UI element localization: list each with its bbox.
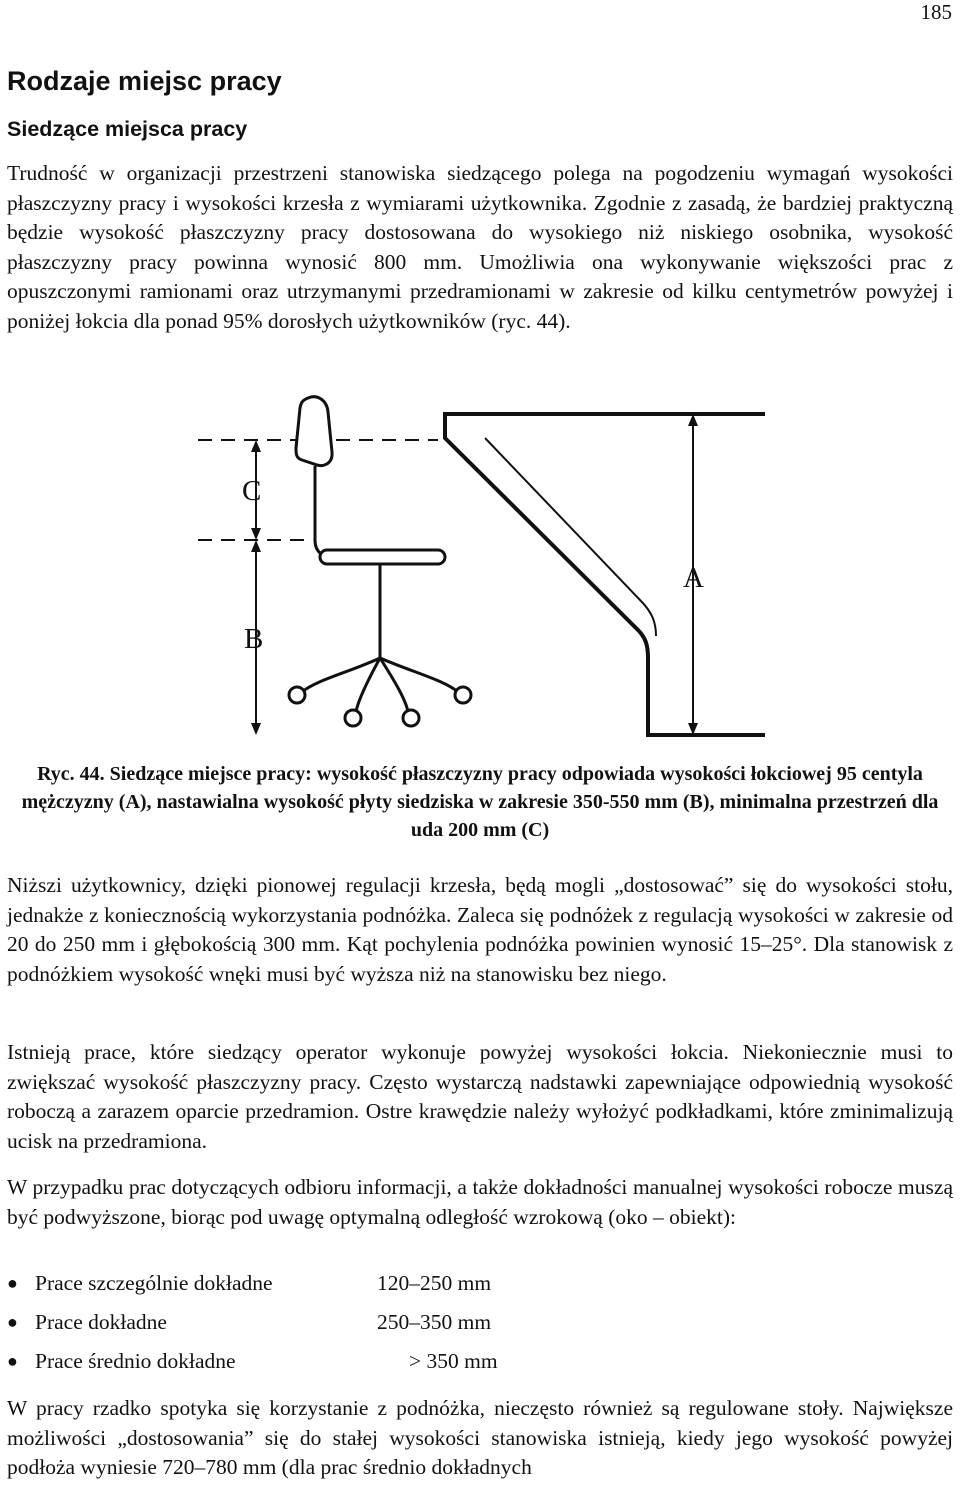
desk-inner-line	[485, 438, 656, 636]
bullet-icon: ●	[7, 1312, 18, 1332]
paragraph-visual-distance: W przypadku prac dotyczących odbioru informacji, a także dokładności manualnej wysokości robocze muszą być podwyższone, biorąc pod uwagę optymalną odległość wzrokową (oko – obiekt):	[7, 1175, 953, 1229]
bullet-icon: ●	[7, 1273, 18, 1293]
chair-seat	[320, 550, 445, 564]
label-a: A	[683, 562, 704, 594]
figure-caption: Ryc. 44. Siedzące miejsce pracy: wysokość płaszczyzny pracy odpowiada wysokości łokciowej 95 centyla mężczyzny (A), nastawialna wysokość płyty siedziska w zakresie 350-550 mm (B), minimalna przestrzeń dla uda 200 mm (C)	[21, 763, 939, 841]
workplace-diagram	[190, 390, 770, 750]
chair-casters	[289, 687, 471, 726]
chair-post	[315, 466, 335, 558]
chair-base	[302, 658, 458, 712]
subsection-title: Siedzące miejsca pracy	[7, 117, 248, 141]
paragraph-forearm-support: Istnieją prace, które siedzący operator wykonuje powyżej wysokości łokcia. Niekoniecznie musi to zwiększać wysokość płaszczyzny pracy. Często wystarczą nadstawki zapewniające odpowiednią wysokość roboczą a zarazem oparcie przedramion. Ostre krawędzie należy wyłożyć podkładkami, które zminimalizują ucisk na przedramiona.	[7, 1040, 953, 1153]
list-item-value: > 350 mm	[409, 1349, 498, 1373]
list-item	[7, 1307, 953, 1346]
page-number: 185	[920, 0, 952, 24]
list-item-label: Prace szczególnie dokładne	[35, 1271, 273, 1295]
paragraph-footrest: Niższi użytkownicy, dzięki pionowej regulacji krzesła, będą mogli „dostosować” się do wysokości stołu, jednakże z koniecznością wykorzystania podnóżka. Zaleca się podnóżek z regulacją wysokości w zakresie od 20 do 250 mm i głębokością 300 mm. Kąt pochylenia podnóżka powinien wynosić 15–25°. Dla stanowisk z podnóżkiem wysokość wnęki musi być wyższa niż na stanowisku bez niego.	[7, 873, 953, 986]
label-c: C	[242, 475, 262, 507]
figure-seated-workplace	[190, 390, 770, 750]
paragraph-intro: Trudność w organizacji przestrzeni stanowiska siedzącego polega na pogodzeniu wymagań wysokości płaszczyzny pracy i wysokości krzesła z wymiarami użytkownika. Zgodnie z zasadą, że bardziej praktyczną będzie wysokość płaszczyzny pracy dostosowana do wysokiego niż niskiego osobnika, wysokość płaszczyzny pracy powinna wynosić 800 mm. Umożliwia ona wykonywanie większości prac z opuszczonymi ramionami oraz utrzymanymi przedramionami w zakresie od kilku centymetrów powyżej i poniżej łokcia dla ponad 95% dorosłych użytkowników (ryc. 44).	[7, 161, 953, 333]
label-b: B	[244, 623, 264, 655]
list-item-value: 120–250 mm	[377, 1271, 492, 1295]
list-item-label: Prace dokładne	[35, 1310, 167, 1334]
list-item	[7, 1346, 953, 1385]
chair-backrest	[296, 397, 332, 466]
desk-outline	[445, 414, 765, 735]
list-item-value: 250–350 mm	[377, 1310, 492, 1334]
paragraph-fixed-height: W pracy rzadko spotyka się korzystanie z podnóżka, nieczęsto również są regulowane stoły. Największe możliwości „dostosowania” się do stałej wysokości stanowiska istnieją, kiedy jego wysokość powyżej podłoża wyniesie 720–780 mm (dla prac średnio dokładnych	[7, 1396, 953, 1479]
section-title: Rodzaje miejsc pracy	[7, 66, 282, 96]
precision-work-list	[7, 1268, 953, 1385]
list-item-label: Prace średnio dokładne	[35, 1349, 236, 1373]
list-item	[7, 1268, 953, 1307]
bullet-icon: ●	[7, 1351, 18, 1371]
